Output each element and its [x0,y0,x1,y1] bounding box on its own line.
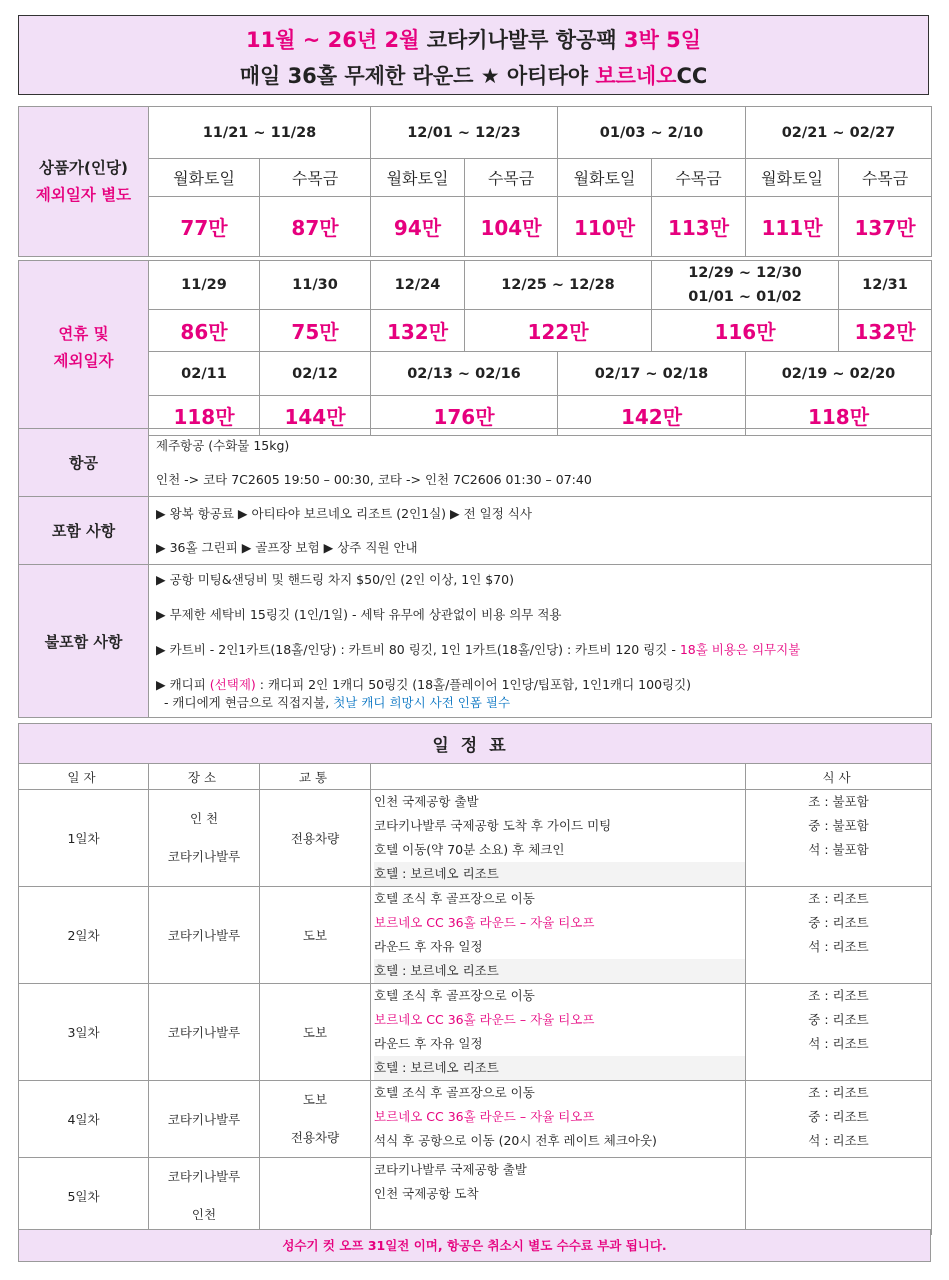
price-label [19,107,149,257]
title-line-2 [19,63,928,89]
price-amount: 104만 [465,197,558,257]
info-table [18,428,932,718]
schedule-transport [260,1158,371,1235]
schedule-row [19,1158,932,1235]
schedule-transport: 도보 [260,984,371,1081]
place-line: 인천 [191,1207,217,1222]
transport-line: 도보 [302,1092,328,1107]
schedule-meals [746,790,932,887]
activity-line: 인천 국제공항 출발 [374,794,479,809]
holiday-date: 02/13 ~ 02/16 [371,352,558,396]
meal-line: 조 : 리조트 [808,891,869,906]
holiday-date: 11/30 [260,261,371,310]
schedule-row [19,1081,932,1158]
flight-airline: 제주항공 (수화물 15kg) [156,438,290,453]
day-group-cell: 수목금 [260,159,371,197]
meal-line: 석 : 리조트 [808,939,869,954]
holiday-price: 132만 [371,310,465,352]
period-header: 12/01 ~ 12/23 [371,107,558,159]
col-header-activity [371,764,746,790]
place-line: 코타키나발루 [167,849,241,864]
activity-line: 석식 후 공항으로 이동 (20시 전후 레이트 체크아웃) [374,1133,657,1148]
activity-round: 보르네오 CC 36홀 라운드 – 자율 티오프 [374,1012,595,1027]
holiday-price: 132만 [839,310,932,352]
schedule-place: 코타키나발루 [149,984,260,1081]
holiday-date-line: 01/01 ~ 01/02 [688,289,802,305]
schedule-place: 코타키나발루 [149,1081,260,1158]
holiday-label [19,261,149,436]
holiday-date [652,261,839,310]
holiday-label-line-2: 제외일자 [53,352,114,370]
title-line-1 [19,27,928,53]
holiday-date: 02/11 [149,352,260,396]
include-line: ▶ 36홀 그린피 ▶ 골프장 보험 ▶ 상주 직원 안내 [156,540,418,555]
schedule-day: 3일차 [19,984,149,1081]
holiday-date: 02/12 [260,352,371,396]
activity-hotel: 호텔 : 보르네오 리조트 [374,862,746,886]
exclude-label: 불포함 사항 [19,565,149,718]
day-group-cell: 수목금 [652,159,746,197]
schedule-meals [746,1158,932,1235]
schedule-activities [371,790,746,887]
activity-line: 호텔 조식 후 골프장으로 이동 [374,988,535,1003]
include-line: ▶ 왕복 항공료 ▶ 아티타야 보르네오 리조트 (2인1실) ▶ 전 일정 식사 [156,506,532,521]
schedule-activities [371,887,746,984]
activity-line: 호텔 조식 후 골프장으로 이동 [374,1085,535,1100]
title-duration: 3박 5일 [623,28,702,52]
activity-line: 라운드 후 자유 일정 [374,1036,483,1051]
exclude-details [149,565,932,718]
schedule-row [19,790,932,887]
cart-fee-text: ▶ 카트비 - 2인1카트(18홀/인당) : 카트비 80 링깃, 1인 1카트(18홀/인당) : 카트비 120 링깃 - [156,641,680,657]
day-group-cell: 월화토일 [558,159,652,197]
meal-line: 석 : 리조트 [808,1133,869,1148]
day-group-cell: 수목금 [839,159,932,197]
schedule-table [18,723,932,1235]
holiday-date-line: 12/29 ~ 12/30 [688,265,802,281]
meal-line: 조 : 불포함 [808,794,869,809]
holiday-price: 144만 [260,396,371,436]
caddie-notice: 첫날 캐디 희망시 사전 인폼 필수 [333,694,511,710]
caddie-fee-prefix: ▶ 캐디피 [156,676,210,692]
exclude-line [156,676,931,694]
holiday-price: 118만 [746,396,932,436]
transport-line: 전용차량 [290,1130,340,1145]
price-amount: 113만 [652,197,746,257]
title-banner [18,15,929,95]
col-header-day: 일자 [19,764,149,790]
holiday-price: 86만 [149,310,260,352]
col-header-meal: 식사 [746,764,932,790]
caddie-fee-text: : 캐디피 2인 1캐디 50링깃 (18홀/플레이어 1인당/팁포함, 1인1캐디 100링깃) [255,676,692,692]
day-group-cell: 월화토일 [746,159,839,197]
holiday-label-line-1: 연휴 및 [58,325,109,343]
activity-round: 보르네오 CC 36홀 라운드 – 자율 티오프 [374,1109,595,1124]
price-amount: 87만 [260,197,371,257]
schedule-place: 코타키나발루 [149,887,260,984]
price-amount: 77만 [149,197,260,257]
activity-line: 코타키나발루 국제공항 도착 후 가이드 미팅 [374,818,612,833]
meal-line: 조 : 리조트 [808,988,869,1003]
day-group-cell: 월화토일 [371,159,465,197]
holiday-date: 11/29 [149,261,260,310]
flight-details [149,429,932,497]
subtitle-rounds: 매일 36홀 무제한 라운드 ★ 아티타야 [239,64,596,88]
activity-hotel: 호텔 : 보르네오 리조트 [374,959,746,983]
schedule-transport: 도보 [260,887,371,984]
place-line: 코타키나발루 [167,1169,241,1184]
schedule-place [149,790,260,887]
caddie-fee-optional: (선택제) [209,676,256,692]
meal-line: 중 : 불포함 [808,818,869,833]
schedule-activities [371,1081,746,1158]
exclude-line [156,641,931,659]
schedule-title: 일정표 [19,724,932,764]
period-header: 02/21 ~ 02/27 [746,107,932,159]
activity-line: 호텔 이동(약 70분 소요) 후 체크인 [374,842,565,857]
meal-line: 조 : 리조트 [808,1085,869,1100]
schedule-meals [746,1081,932,1158]
schedule-row [19,887,932,984]
activity-line: 인천 국제공항 도착 [374,1186,479,1201]
holiday-price: 122만 [465,310,652,352]
price-amount: 137만 [839,197,932,257]
meal-line: 중 : 리조트 [808,1109,869,1124]
price-label-line-2: 제외일자 별도 [35,185,132,204]
holiday-date: 12/31 [839,261,932,310]
period-header: 01/03 ~ 2/10 [558,107,746,159]
activity-line: 라운드 후 자유 일정 [374,939,483,954]
holiday-price: 116만 [652,310,839,352]
activity-round: 보르네오 CC 36홀 라운드 – 자율 티오프 [374,915,595,930]
meal-line: 석 : 불포함 [808,842,869,857]
holiday-price: 176만 [371,396,558,436]
day-group-cell: 월화토일 [149,159,260,197]
holiday-price: 118만 [149,396,260,436]
cart-fee-mandatory: 18홀 비용은 의무지불 [679,641,801,657]
meal-line: 중 : 리조트 [808,915,869,930]
col-header-place: 장소 [149,764,260,790]
subtitle-borneo: 보르네오 [595,64,677,88]
holiday-price: 75만 [260,310,371,352]
day-group-cell: 수목금 [465,159,558,197]
exclude-line [156,694,931,712]
flight-label: 항공 [19,429,149,497]
schedule-activities [371,984,746,1081]
subtitle-cc: CC [676,64,708,88]
exclude-line: ▶ 무제한 세탁비 15링깃 (1인/1일) - 세탁 유무에 상관없이 비용 의무 적용 [156,606,562,622]
footer-notice: 성수기 컷 오프 31일전 이며, 항공은 취소시 별도 수수료 부과 됩니다. [18,1229,931,1262]
price-amount: 94만 [371,197,465,257]
title-period: 11월 ~ 26년 2월 [245,28,420,52]
schedule-day: 1일차 [19,790,149,887]
schedule-activities [371,1158,746,1235]
place-line: 인 천 [189,811,219,826]
include-details [149,497,932,565]
activity-hotel: 호텔 : 보르네오 리조트 [374,1056,746,1080]
holiday-date: 02/19 ~ 02/20 [746,352,932,396]
title-product: 코타키나발루 항공팩 [419,28,624,52]
schedule-meals [746,887,932,984]
price-table [18,106,932,436]
price-amount: 110만 [558,197,652,257]
schedule-place [149,1158,260,1235]
holiday-date: 12/24 [371,261,465,310]
schedule-day: 5일차 [19,1158,149,1235]
price-label-line-1: 상품가(인당) [38,158,129,177]
schedule-transport [260,1081,371,1158]
caddie-cash-text: - 캐디에게 현금으로 직접지불, [156,694,334,710]
schedule-row [19,984,932,1081]
price-amount: 111만 [746,197,839,257]
flight-schedule: 인천 -> 코타 7C2605 19:50 – 00:30, 코타 -> 인천 7C2606 01:30 – 07:40 [156,472,592,487]
holiday-date: 02/17 ~ 02/18 [558,352,746,396]
schedule-meals [746,984,932,1081]
period-header: 11/21 ~ 11/28 [149,107,371,159]
holiday-price: 142만 [558,396,746,436]
meal-line: 석 : 리조트 [808,1036,869,1051]
activity-line: 코타키나발루 국제공항 출발 [374,1162,527,1177]
col-header-transport: 교통 [260,764,371,790]
exclude-line: ▶ 공항 미팅&샌딩비 및 핸드링 차지 $50/인 (2인 이상, 1인 $70) [156,571,515,587]
holiday-date: 12/25 ~ 12/28 [465,261,652,310]
include-label: 포함 사항 [19,497,149,565]
schedule-day: 4일차 [19,1081,149,1158]
schedule-day: 2일차 [19,887,149,984]
schedule-transport: 전용차량 [260,790,371,887]
activity-line: 호텔 조식 후 골프장으로 이동 [374,891,535,906]
meal-line: 중 : 리조트 [808,1012,869,1027]
